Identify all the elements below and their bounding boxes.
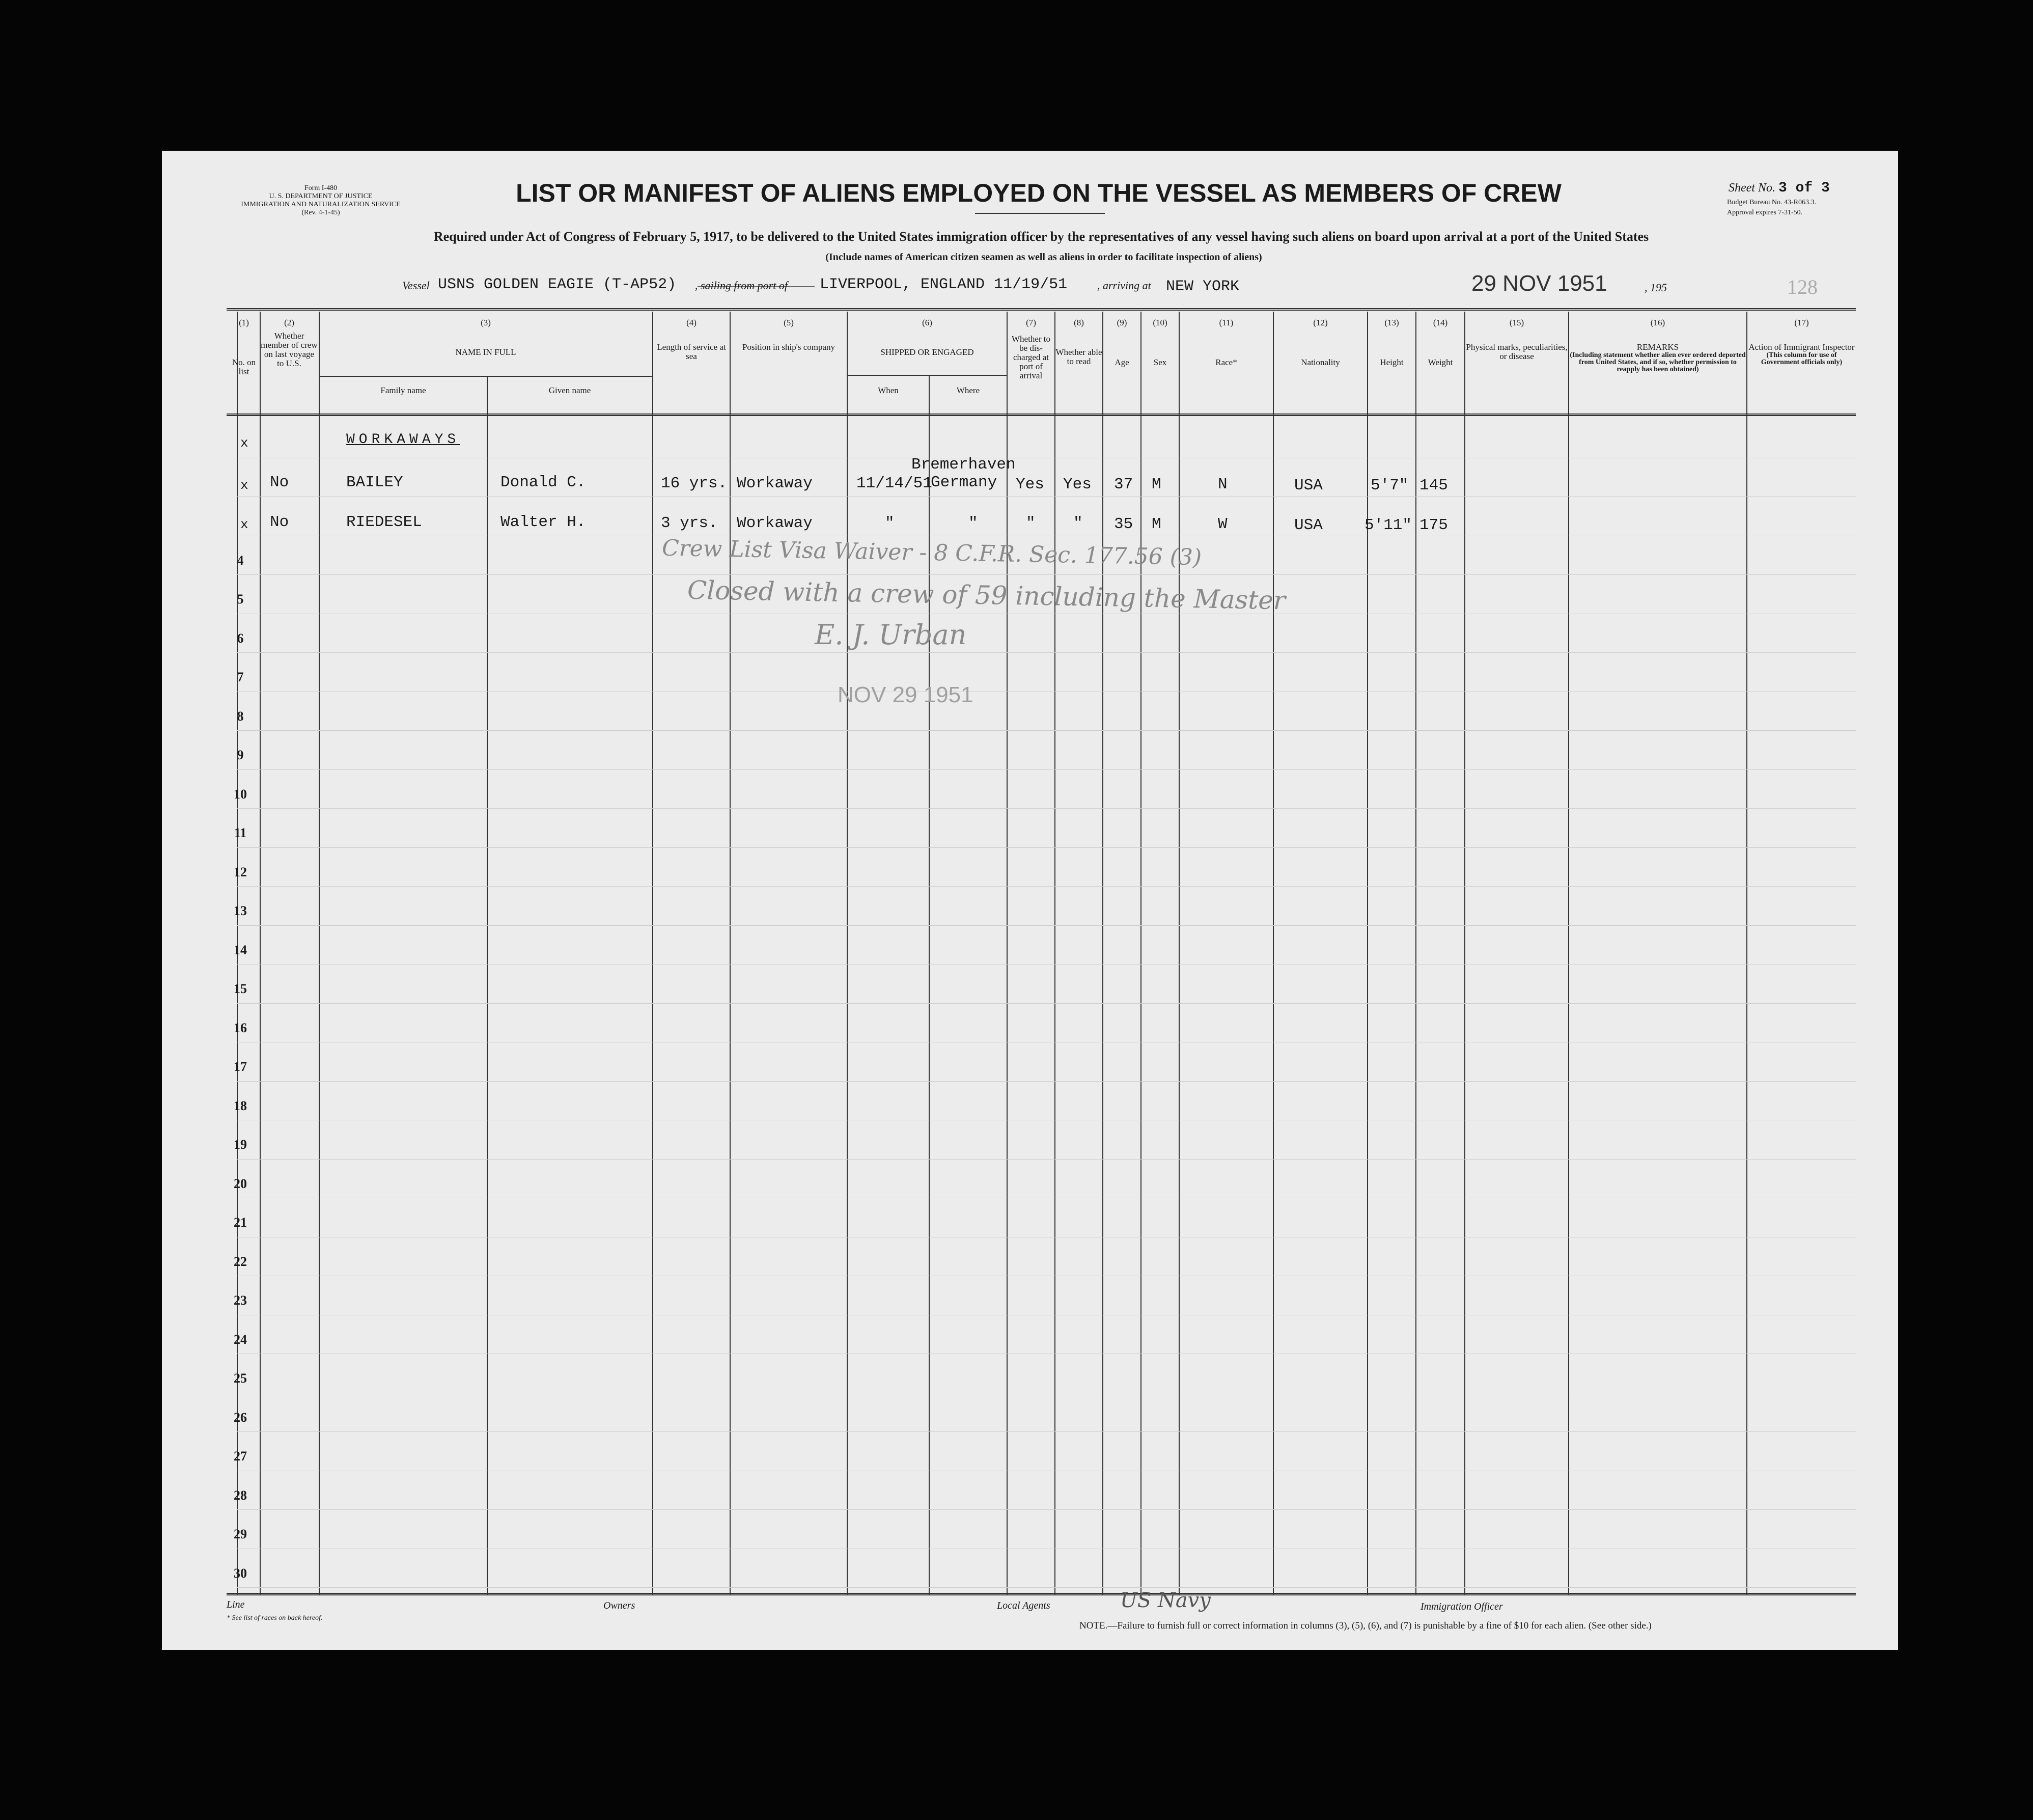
subtitle: Required under Act of Congress of February 5, 1917, to be delivered to the United States immigration officer by the representatives of any vessel having such aliens on board upon arrival at a port of the United States: [433, 229, 1649, 244]
table-bottom-rule: [227, 1593, 1856, 1595]
section-heading: WORKAWAYS: [346, 432, 460, 448]
given-name: Walter H.: [500, 513, 586, 531]
col-number: (11): [1219, 318, 1234, 327]
col-number: (4): [686, 318, 697, 327]
col-divider: [1007, 312, 1008, 1595]
col-label: Whether to be dis-charged at port of arrival: [1012, 334, 1050, 380]
inspector-signature: E. J. Urban: [815, 619, 967, 651]
subnote: (Include names of American citizen seamen as well as aliens in order to facilitate inspection of aliens): [825, 252, 1262, 263]
col9-header: [1103, 318, 1140, 367]
height: 5'7": [1371, 477, 1409, 494]
col-divider: [1367, 312, 1368, 1595]
vessel-name: USNS GOLDEN EAGIE (T-AP52): [438, 276, 677, 293]
able-to-read: Yes: [1063, 476, 1092, 493]
col-label: Height: [1380, 357, 1404, 367]
col1-header: [228, 318, 260, 376]
row-number: 11: [234, 825, 247, 840]
col-divider: [1415, 312, 1416, 1595]
shipped-where: ": [968, 514, 978, 532]
row-guide-line: [237, 1003, 1856, 1004]
sex: M: [1152, 476, 1161, 493]
weight: 145: [1419, 477, 1448, 494]
row-number: 27: [234, 1449, 247, 1464]
row-number: 21: [234, 1215, 247, 1230]
nationality: USA: [1294, 516, 1323, 534]
form-revision: (Rev. 4-1-45): [301, 209, 340, 216]
row-guide-line: [237, 886, 1856, 887]
row-number: 4: [237, 553, 244, 568]
handwritten-waiver: Crew List Visa Waiver - 8 C.F.R. Sec. 177.56 (3): [661, 535, 1202, 571]
footer-agents-label: Local Agents: [997, 1600, 1050, 1611]
sailing-port: LIVERPOOL, ENGLAND 11/19/51: [820, 276, 1068, 293]
row-mark: x: [240, 478, 248, 493]
col-divider: [1746, 312, 1747, 1595]
sailing-label: , sailing from port of: [695, 279, 788, 292]
row-guide-line: [237, 652, 1856, 653]
shipped-when: ": [885, 514, 895, 532]
col-number: (10): [1153, 318, 1167, 327]
service-name: IMMIGRATION AND NATURALIZATION SERVICE: [241, 201, 401, 208]
col10-header: [1141, 318, 1179, 367]
col11-header: [1180, 318, 1273, 367]
col-label: Length of service at sea: [657, 342, 726, 361]
col-number: (17): [1794, 318, 1809, 327]
row-number: 18: [234, 1098, 247, 1113]
age: 37: [1114, 476, 1133, 493]
sheet-number: [1729, 180, 1830, 196]
arrival-port: NEW YORK: [1166, 278, 1240, 295]
row-number: 26: [234, 1410, 247, 1425]
nationality: USA: [1294, 477, 1323, 494]
discharged-at-port: ": [1026, 514, 1036, 532]
col-label: Physical marks, peculiarities, or disease: [1466, 342, 1568, 361]
col-number: (1): [239, 318, 249, 327]
weight: 175: [1419, 516, 1448, 534]
races-footnote: * See list of races on back hereof.: [227, 1614, 323, 1622]
sheet-value: 3 of 3: [1778, 180, 1830, 196]
able-to-read: ": [1073, 514, 1083, 532]
form-id-block: [214, 184, 428, 217]
row-number: 10: [234, 786, 247, 802]
family-name: BAILEY: [346, 474, 403, 491]
col-label: Race*: [1215, 357, 1237, 367]
col-label: Nationality: [1301, 357, 1340, 367]
col-divider: [1464, 312, 1465, 1595]
col15-header: [1465, 318, 1568, 361]
col5-header: [731, 318, 847, 352]
height: 5'11": [1364, 516, 1412, 534]
row-number: 19: [234, 1137, 247, 1152]
row-number: 8: [237, 708, 244, 724]
row-number: 9: [237, 748, 244, 762]
col13-header: [1368, 318, 1415, 367]
col-number: (14): [1433, 318, 1448, 327]
col-number: (12): [1313, 318, 1328, 327]
sheet-label: Sheet No.: [1729, 181, 1775, 195]
shipped-where-country: Germany: [931, 474, 997, 491]
col-label: Age: [1115, 357, 1129, 367]
arriving-label: , arriving at: [1097, 279, 1151, 292]
col-label: REMARKS: [1636, 342, 1679, 352]
row-number: 13: [234, 903, 247, 918]
race: W: [1218, 515, 1228, 533]
col-label: Weight: [1428, 357, 1453, 367]
row-mark: x: [240, 517, 248, 532]
col-label: Action of Immigrant Inspector: [1748, 342, 1855, 352]
crew-last-voyage: No: [270, 513, 289, 531]
discharged-at-port: Yes: [1016, 476, 1044, 493]
row-guide-line: [237, 1081, 1856, 1082]
col-divider: [260, 312, 261, 1595]
row-number: 28: [234, 1487, 247, 1503]
row-mark: x: [240, 435, 248, 451]
page-stamp-number: 128: [1787, 275, 1818, 298]
row-number: 24: [234, 1332, 247, 1347]
col-divider: [1102, 312, 1103, 1595]
col12-header: [1274, 318, 1367, 367]
row-number: 5: [237, 592, 244, 606]
row-number: 6: [237, 630, 244, 646]
col4-header: [653, 318, 730, 361]
department: U. S. DEPARTMENT OF JUSTICE: [269, 192, 373, 200]
col-label: NAME IN FULL: [455, 347, 516, 357]
col6-header: [848, 318, 1007, 357]
header-bottom-rule: [227, 413, 1856, 416]
table-top-rule: [227, 308, 1856, 311]
row-number: 20: [234, 1176, 247, 1191]
col-divider: [1568, 312, 1569, 1595]
col-divider: [1140, 312, 1141, 1595]
col-number: (9): [1117, 318, 1127, 327]
crew-last-voyage: No: [270, 474, 289, 491]
row-number: 23: [234, 1293, 247, 1308]
row-number: 30: [234, 1565, 247, 1581]
approval-expiry: Approval expires 7-31-50.: [1727, 209, 1803, 216]
col8-header: [1055, 318, 1102, 366]
col-divider: [319, 312, 320, 1595]
row-guide-line: [237, 847, 1856, 848]
budget-number: Budget Bureau No. 43-R063.3.: [1727, 199, 1816, 206]
col-number: (8): [1074, 318, 1084, 327]
row-guide-line: [237, 1159, 1856, 1160]
handwritten-closing-note: Closed with a crew of 59 including the Master: [687, 575, 1286, 616]
col-divider: [1054, 312, 1055, 1595]
sex: M: [1152, 515, 1161, 533]
row-guide-line: [237, 808, 1856, 809]
col-number: (13): [1384, 318, 1399, 327]
col-label: No. on list: [232, 357, 256, 376]
service-length: 16 yrs.: [661, 475, 728, 492]
row-number: 12: [234, 864, 247, 879]
row-number: 25: [234, 1371, 247, 1386]
col-number: (3): [481, 318, 491, 327]
given-name: Donald C.: [500, 474, 586, 491]
family-name-header: Family name: [380, 385, 426, 395]
shipped-where-city: Bremerhaven: [911, 456, 1016, 474]
arrival-date-stamp: 29 NOV 1951: [1471, 271, 1607, 296]
row-number: 22: [234, 1254, 247, 1269]
footer-line-label: Line: [227, 1599, 245, 1610]
age: 35: [1114, 515, 1133, 533]
col-divider: [652, 312, 653, 1595]
given-name-header: Given name: [548, 385, 591, 395]
service-length: 3 yrs.: [661, 514, 718, 532]
handwritten-local-agent: US Navy: [1120, 1589, 1211, 1612]
name-header-rule: [320, 376, 652, 377]
row-guide-line: [237, 769, 1856, 770]
where-header: Where: [956, 385, 980, 395]
family-name: RIEDESEL: [346, 513, 422, 531]
row-guide-line: [237, 730, 1856, 731]
title-underline: [975, 213, 1105, 214]
ship-position: Workaway: [737, 475, 813, 492]
col-number: (7): [1026, 318, 1036, 327]
col3-header: [320, 318, 652, 357]
row-number: 16: [234, 1020, 247, 1035]
row-number: 15: [234, 981, 247, 996]
col-number: (15): [1509, 318, 1524, 327]
col-label: Whether able to read: [1055, 347, 1102, 366]
page-title: LIST OR MANIFEST OF ALIENS EMPLOYED ON THE VESSEL AS MEMBERS OF CREW: [516, 179, 1562, 207]
col16-header: [1569, 318, 1746, 373]
row-guide-line: [237, 925, 1856, 926]
col-number: (5): [784, 318, 794, 327]
col-divider: [1179, 312, 1180, 1595]
row-number: 14: [234, 942, 247, 957]
row-guide-line: [237, 1431, 1856, 1432]
col-number: (16): [1650, 318, 1665, 327]
row-guide-line: [237, 1587, 1856, 1588]
race: N: [1218, 476, 1228, 493]
when-header: When: [878, 385, 899, 395]
inspection-date-stamp: NOV 29 1951: [838, 682, 973, 707]
col-label: SHIPPED OR ENGAGED: [880, 347, 974, 357]
shipped-when: 11/14/51: [856, 475, 932, 492]
col-label: Position in ship's company: [742, 342, 836, 352]
col-number: (2): [284, 318, 294, 327]
col-number: (6): [922, 318, 932, 327]
year-suffix: , 195: [1645, 281, 1667, 294]
col-label: Whether member of crew on last voyage to U.S.: [261, 331, 318, 368]
form-number: Form I-480: [304, 184, 338, 192]
row-number: 7: [237, 670, 244, 684]
col14-header: [1416, 318, 1464, 367]
row-guide-line: [237, 1509, 1856, 1510]
col-divider: [847, 312, 848, 1595]
col-divider: [730, 312, 731, 1595]
shipped-header-rule: [847, 375, 1007, 376]
col-note: (Including statement whether alien ever ordered deported from United States, and if so, whether permission to reapply has been obtained): [1570, 351, 1746, 373]
col-label: Sex: [1153, 357, 1167, 367]
col17-header: [1747, 318, 1856, 366]
row-number: 17: [234, 1059, 247, 1074]
penalty-note: NOTE.—Failure to furnish full or correct information in columns (3), (5), (6), and (7) is punishable by a fine of $10 for each alien. (See other side.): [1079, 1620, 1652, 1631]
ship-position: Workaway: [737, 514, 813, 532]
col-divider: [487, 376, 488, 1595]
col7-header: [1008, 318, 1054, 380]
footer-owners-label: Owners: [603, 1600, 635, 1611]
col-note: (This column for use of Government officials only): [1761, 351, 1843, 366]
footer-officer-label: Immigration Officer: [1421, 1601, 1503, 1612]
row-number: 29: [234, 1527, 247, 1541]
vessel-label: Vessel: [402, 279, 430, 292]
row-guide-line: [237, 574, 1856, 575]
col2-header: [261, 318, 318, 368]
col-divider: [1273, 312, 1274, 1595]
